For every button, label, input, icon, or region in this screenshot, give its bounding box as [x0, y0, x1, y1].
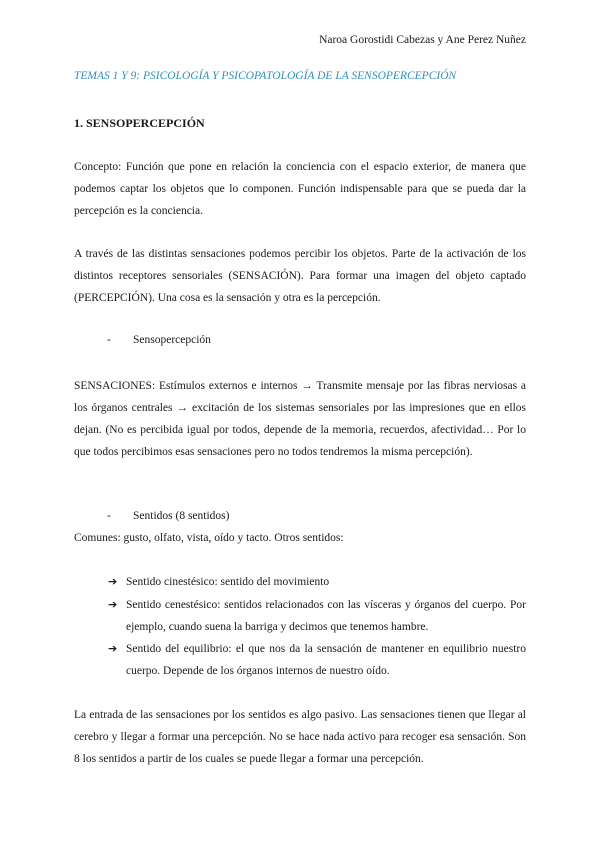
header-author: Naroa Gorostidi Cabezas y Ane Perez Nuñez	[319, 34, 526, 46]
arrow-item-text: Sentido cenestésico: sentidos relacionados con las vísceras y órganos del cuerpo. Por ejemplo, cuando suena la barriga y decimos que tenemos hambre.	[126, 599, 526, 633]
arrow-item-equilibrio	[108, 638, 526, 682]
arrow-item-text: Sentido cinestésico: sentido del movimiento	[126, 576, 330, 588]
arrow-right-icon: ➔	[108, 598, 118, 611]
dash-bullet: -	[107, 334, 111, 346]
arrow-right-icon: ➔	[108, 642, 118, 655]
dash-bullet: -	[107, 510, 111, 522]
paragraph-comunes: Comunes: gusto, olfato, vista, oído y tacto. Otros sentidos:	[74, 532, 344, 544]
paragraph-sensations-intro: A través de las distintas sensaciones podemos percibir los objetos. Parte de la activación de los distintos receptores sensoriales (SENSACIÓN). Para formar una imagen del objeto captado (PERCEPCIÓN). Una cosa es la sensación y otra es la percepción.	[74, 248, 526, 304]
section-heading: 1. SENSOPERCEPCIÓN	[74, 116, 205, 130]
document-title: TEMAS 1 Y 9: PSICOLOGÍA Y PSICOPATOLOGÍA DE LA SENSOPERCEPCIÓN	[74, 70, 457, 82]
arrow-item-cenestesico	[108, 594, 526, 638]
arrow-item-text: Sentido del equilibrio: el que nos da la sensación de mantener en equilibrio nuestro cuerpo. Depende de los órganos internos de nuestro oído.	[126, 643, 526, 677]
paragraph-conclusion: La entrada de las sensaciones por los sentidos es algo pasivo. Las sensaciones tienen que llegar al cerebro y llegar a formar una percepción. No se hace nada activo para recoger esa sensación. Son 8 los sentidos a partir de los cuales se puede llegar a formar una percepción.	[74, 709, 526, 765]
arrow-item-cinestesico	[108, 571, 526, 593]
list-item-text: Sentidos (8 sentidos)	[133, 510, 230, 522]
arrow-right-icon: ➔	[108, 575, 118, 588]
list-item-text: Sensopercepción	[133, 334, 211, 346]
paragraph-concept: Concepto: Función que pone en relación la conciencia con el espacio exterior, de manera que podemos captar los objetos que lo componen. Función indispensable para que se pueda dar la percepción es la conciencia.	[74, 161, 526, 217]
paragraph-sensaciones: SENSACIONES: Estímulos externos e internos → Transmite mensaje por las fibras nerviosas a los órganos centrales → excitación de los sistemas sensoriales por las impresiones que en ellos dejan. (No es percibida igual por todos, depende de la memoria, recuerdos, afectividad… Por lo que todos percibimos esas sensaciones pero no todos tendremos la misma percepción).	[74, 380, 526, 458]
